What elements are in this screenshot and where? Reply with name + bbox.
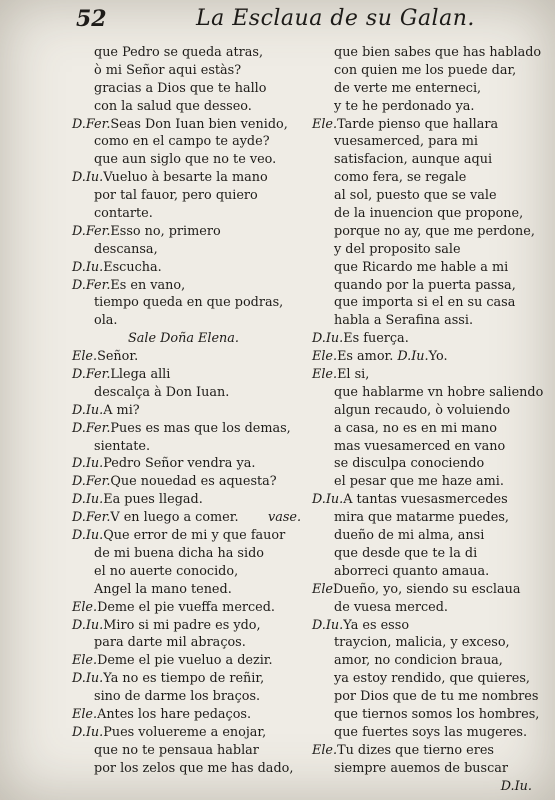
- verse-line: [72, 205, 316, 223]
- verse-line: [312, 527, 552, 545]
- verse-text: Seas Don Iuan bien venido,: [110, 116, 288, 132]
- verse-line: [72, 169, 316, 187]
- verse-text: que importa si el en su casa: [334, 295, 516, 311]
- verse-line: [312, 455, 552, 473]
- verse-line: [312, 617, 552, 635]
- verse-line: [312, 241, 552, 259]
- verse-line: [72, 80, 316, 98]
- speaker-label: D.Fer.: [72, 116, 111, 132]
- verse-text: al sol, puesto que se vale: [334, 188, 497, 204]
- verse-text: como en el campo te ayde?: [94, 134, 270, 150]
- verse-line: [72, 402, 316, 420]
- speaker-label: D.Fer.: [72, 223, 111, 239]
- verse-line: [312, 116, 552, 134]
- verse-line: [72, 617, 316, 635]
- verse-line: [72, 62, 316, 80]
- verse-text: Que error de mi y que fauor: [103, 528, 286, 544]
- verse-line: [72, 133, 316, 151]
- verse-line: [312, 491, 552, 509]
- verse-text: Angel la mano tened.: [94, 581, 232, 597]
- speaker-label: D.Fer.: [72, 510, 111, 526]
- verse-line: [312, 670, 552, 688]
- speaker-label: D.Fer.: [72, 367, 111, 383]
- verse-line: [312, 742, 552, 760]
- stage-direction: [72, 330, 316, 348]
- verse-text: el pesar que me haze ami.: [334, 474, 504, 490]
- verse-text: que no te pensaua hablar: [94, 742, 259, 758]
- verse-line: [312, 509, 552, 527]
- verse-line: [72, 760, 316, 778]
- verse-line: [312, 223, 552, 241]
- running-title: La Esclaua de su Galan.: [196, 6, 475, 31]
- speaker-label: D.Iu.: [312, 492, 344, 508]
- verse-text: que Pedro se queda atras,: [94, 45, 264, 60]
- verse-text: Ea pues llegad.: [103, 492, 203, 508]
- verse-line: [72, 312, 316, 330]
- verse-line: [72, 241, 316, 259]
- verse-text: algun recaudo, ò voluiendo: [334, 402, 511, 418]
- verse-line: [312, 706, 552, 724]
- verse-text: Deme el pie vueffa merced.: [97, 599, 276, 615]
- verse-line: [312, 688, 552, 706]
- verse-text: mira que matarme puedes,: [334, 510, 509, 526]
- verse-line: [312, 44, 552, 62]
- verse-line: [72, 652, 316, 670]
- verse-text: Deme el pie vueluo a dezir.: [97, 653, 273, 669]
- verse-text: y del proposito sale: [334, 241, 461, 257]
- verse-line: [72, 509, 316, 527]
- verse-line: [72, 44, 316, 62]
- verse-text: Esso no, primero: [110, 223, 221, 239]
- verse-line: [312, 294, 552, 312]
- verse-text: descansa,: [94, 241, 158, 257]
- verse-line: [72, 599, 316, 617]
- verse-line: [312, 652, 552, 670]
- verse-text: que tiernos somos los hombres,: [334, 706, 540, 722]
- speaker-label: D.Iu.: [72, 456, 104, 472]
- speaker-label: D.Iu.: [312, 331, 344, 347]
- stage-aside: vase.: [268, 510, 302, 526]
- verse-text: siempre auemos de buscar: [334, 760, 508, 776]
- verse-line: [72, 384, 316, 402]
- verse-line: [72, 277, 316, 295]
- speaker-label: Ele.: [72, 653, 98, 669]
- verse-text: sientate.: [94, 438, 151, 454]
- verse-text: Vueluo à besarte la mano: [103, 170, 268, 186]
- verse-line: [72, 670, 316, 688]
- verse-text: que Ricardo me hable a mi: [334, 259, 509, 275]
- verse-line: [72, 438, 316, 456]
- page-header: [0, 4, 555, 38]
- verse-line: [72, 455, 316, 473]
- speaker-label: D.Iu.: [72, 170, 104, 186]
- speaker-label: D.Iu.: [72, 492, 104, 508]
- verse-line: [312, 62, 552, 80]
- verse-text: dueño de mi alma, ansi: [334, 528, 485, 544]
- verse-text: habla a Serafina assi.: [334, 313, 474, 329]
- verse-text: El si,: [337, 367, 370, 383]
- verse-line: [72, 223, 316, 241]
- verse-text: que hablarme vn hobre saliendo: [334, 384, 544, 400]
- verse-text: V en luego a comer.: [110, 510, 239, 526]
- speaker-label: D.Iu.: [393, 349, 429, 365]
- verse-line: [312, 205, 552, 223]
- verse-line: [312, 402, 552, 420]
- verse-line: [72, 151, 316, 169]
- verse-text: Antes los hare pedaços.: [97, 706, 252, 722]
- verse-text: que desde que te la di: [334, 545, 478, 561]
- verse-text: para darte mil abraços.: [94, 635, 246, 651]
- speaker-label: Ele.: [312, 349, 338, 365]
- verse-line: [72, 688, 316, 706]
- verse-text: el no auerte conocido,: [94, 563, 239, 579]
- speaker-label: Ele.: [72, 349, 98, 365]
- verse-text: con quien me los puede dar,: [334, 62, 517, 78]
- speaker-label: Ele.: [312, 367, 338, 383]
- speaker-label: Ele.: [72, 706, 98, 722]
- verse-text: Que nouedad es aquesta?: [110, 474, 277, 490]
- verse-text: A mi?: [103, 402, 140, 418]
- verse-line: [312, 98, 552, 116]
- verse-line: [312, 277, 552, 295]
- verse-text: Es en vano,: [110, 277, 186, 293]
- verse-text: de la inuencion que propone,: [334, 206, 524, 222]
- verse-text: Llega alli: [110, 367, 171, 383]
- verse-line: [72, 581, 316, 599]
- verse-line: [312, 133, 552, 151]
- verse-line: [312, 599, 552, 617]
- verse-text: de vuesa merced.: [334, 599, 448, 615]
- verse-line: [72, 491, 316, 509]
- verse-line: [312, 187, 552, 205]
- verse-line: [72, 294, 316, 312]
- verse-text: sino de darme los braços.: [94, 689, 261, 705]
- speaker-label: D.Iu.: [72, 617, 104, 633]
- verse-line: [312, 563, 552, 581]
- verse-text: que bien sabes que has hablado: [334, 45, 542, 60]
- verse-line: [72, 634, 316, 652]
- verse-line: [72, 742, 316, 760]
- speaker-label: Ele.: [72, 599, 98, 615]
- verse-line: [72, 366, 316, 384]
- speaker-label: D.Iu.: [312, 617, 344, 633]
- verse-line: [312, 760, 552, 778]
- verse-text: Pues volueremе a enojar,: [103, 724, 267, 740]
- catchword: [312, 778, 552, 796]
- verse-text: Escucha.: [103, 259, 162, 275]
- verse-line: [312, 420, 552, 438]
- verse-text: vuesamerced, para mi: [334, 134, 478, 150]
- verse-text: que aun siglo que no te veo.: [94, 152, 277, 168]
- verse-text: se disculpa conociendo: [334, 456, 485, 472]
- verse-text: gracias a Dios que te hallo: [94, 80, 267, 96]
- verse-text: quando por la puerta passa,: [334, 277, 516, 293]
- speaker-label: Ele: [312, 581, 334, 597]
- verse-text: Señor.: [97, 349, 139, 365]
- verse-line: [312, 438, 552, 456]
- verse-line: [312, 384, 552, 402]
- verse-line: [72, 187, 316, 205]
- speaker-label: D.Iu.: [72, 671, 104, 687]
- verse-line: [312, 473, 552, 491]
- verse-text: con la salud que desseo.: [94, 98, 252, 114]
- speaker-label: Ele.: [312, 742, 338, 758]
- verse-text: Pedro Señor vendra ya.: [103, 456, 256, 472]
- verse-line: [72, 563, 316, 581]
- verse-text: de mi buena dicha ha sido: [94, 545, 264, 561]
- verse-line: [312, 348, 552, 366]
- verse-line: [72, 420, 316, 438]
- verse-line: [312, 151, 552, 169]
- verse-line: [312, 330, 552, 348]
- verse-text: traycion, malicia, y exceso,: [334, 635, 510, 651]
- speaker-label: D.Fer.: [72, 474, 111, 490]
- verse-line: [312, 581, 552, 599]
- speaker-label: D.Iu.: [72, 724, 104, 740]
- verse-text: D.Iu.: [500, 778, 532, 794]
- speaker-label: Ele.: [312, 116, 338, 132]
- verse-text: aborreci quanto amaua.: [334, 563, 490, 579]
- verse-line: [72, 706, 316, 724]
- left-text-column: [72, 44, 316, 778]
- verse-text: Tu dizes que tierno eres: [337, 742, 495, 758]
- verse-text: a casa, no es en mi mano: [334, 420, 497, 436]
- right-text-column: [312, 44, 552, 795]
- verse-text: porque no ay, que me perdone,: [334, 223, 535, 239]
- verse-text: tiempo queda en que podras,: [94, 295, 284, 311]
- verse-line: [312, 545, 552, 563]
- verse-line: [72, 724, 316, 742]
- verse-text: por tal fauor, pero quiero: [94, 188, 258, 204]
- verse-text: ò mi Señor aqui estàs?: [94, 62, 242, 78]
- verse-text: Miro si mi padre es ydo,: [103, 617, 261, 633]
- speaker-label: D.Iu.: [72, 259, 104, 275]
- verse-text: y te he perdonado ya.: [334, 98, 475, 114]
- verse-text: por los zelos que me has dado,: [94, 760, 294, 776]
- verse-text: amor, no condicion braua,: [334, 653, 503, 669]
- verse-text: Dueño, yo, siendo su esclaua: [333, 581, 521, 597]
- page-number: 52: [76, 6, 107, 32]
- verse-line: [72, 259, 316, 277]
- verse-text: Ya no es tiempo de reñir,: [103, 671, 265, 687]
- verse-line: [72, 527, 316, 545]
- speaker-label: D.Fer.: [72, 277, 111, 293]
- verse-line: [72, 348, 316, 366]
- verse-line: [312, 259, 552, 277]
- verse-text: Es fuerça.: [343, 331, 409, 347]
- verse-line: [72, 545, 316, 563]
- verse-line: [72, 116, 316, 134]
- verse-text: Sale Doña Elena.: [128, 331, 239, 347]
- verse-text: descalça à Don Iuan.: [94, 384, 230, 400]
- verse-text: que fuertes soys las mugeres.: [334, 724, 528, 740]
- verse-line: [312, 366, 552, 384]
- speaker-label: D.Iu.: [72, 402, 104, 418]
- speaker-label: D.Iu.: [72, 528, 104, 544]
- verse-line: [312, 80, 552, 98]
- verse-line: [72, 98, 316, 116]
- verse-line: [72, 473, 316, 491]
- verse-text: contarte.: [94, 206, 153, 222]
- verse-text: Tarde pienso que hallara: [337, 116, 499, 132]
- verse-text: ya estoy rendido, que quieres,: [334, 671, 530, 687]
- verse-text: mas vuesamerced en vano: [334, 438, 506, 454]
- verse-text: ola.: [94, 313, 118, 329]
- verse-text: por Dios que de tu me nombres: [334, 689, 539, 705]
- verse-text: Es amor.: [337, 349, 394, 365]
- verse-text: Pues es mas que los demas,: [110, 420, 291, 436]
- verse-text: de verte me enterneci,: [334, 80, 482, 96]
- verse-line: [312, 312, 552, 330]
- verse-line: [312, 634, 552, 652]
- verse-text: A tantas vuesasmercedes: [343, 492, 508, 508]
- verse-line: [312, 724, 552, 742]
- speaker-label: D.Fer.: [72, 420, 111, 436]
- verse-text: satisfacion, aunque aqui: [334, 152, 493, 168]
- verse-text: Ya es esso: [343, 617, 410, 633]
- verse-text: como fera, se regale: [334, 170, 467, 186]
- verse-text: Yo.: [428, 349, 448, 365]
- verse-line: [312, 169, 552, 187]
